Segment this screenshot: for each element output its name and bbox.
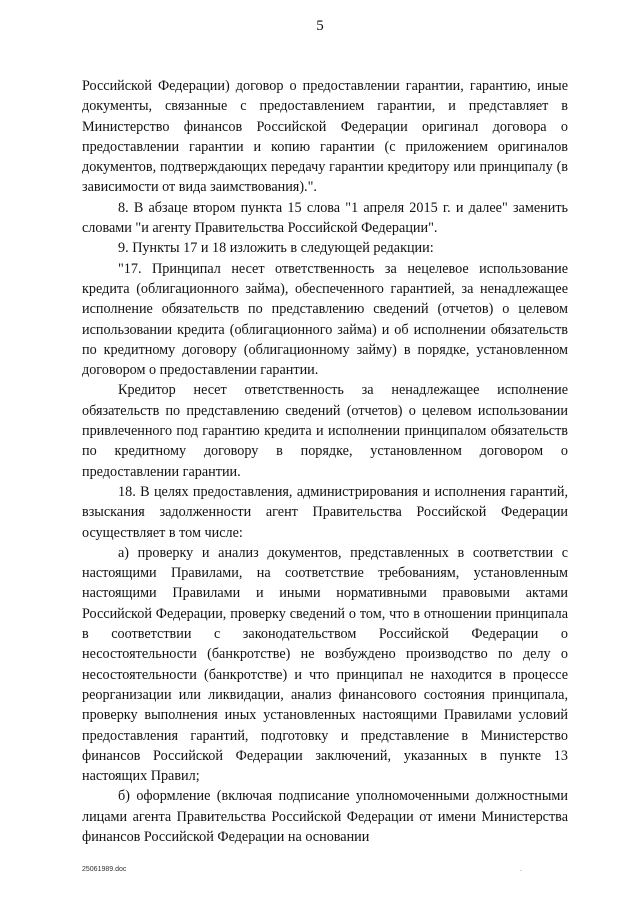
paragraph-subitem-a: а) проверку и анализ документов, представленных в соответствии с настоящими Правилами, на соответствие требованиям, установленным настоящими Правилами и иными нормативными правовыми актами Российской Федерации, проверку сведений о том, что в отношении принципала в соответствии с законодательством Российской Федерации о несостоятельности (банкротстве) не возбуждено производство по делу о несостоятельности (банкротстве) и что принципал не находится в процессе реорганизации или ликвидации, анализ финансового состояния принципала, проверку выполнения иных установленных настоящими Правилами условий предоставления гарантий, подготовку и представление в Министерство финансов Российской Федерации заключений, указанных в пункте 13 настоящих Правил; [82,544,568,785]
paragraph-item-9: 9. Пункты 17 и 18 изложить в следующей редакции: [118,240,434,257]
page-number: 5 [316,18,324,34]
footer-doc-id: 25061989.doc [82,866,127,873]
paragraph-clause-18: 18. В целях предоставления, администрирования и исполнения гарантий, взыскания задолженности агент Правительства Российской Федерации осуществляет в том числе: [82,483,568,541]
document-body [82,76,568,847]
paragraph-clause-17: "17. Принципал несет ответственность за нецелевое использование кредита (облигационного займа), обеспеченного гарантией, за ненадлежащее исполнение обязательств по представлению сведений (отчетов) о целевом использовании кредита (облигационного займа) и об исполнении обязательств по кредитному договору (облигационному займу) в порядке, установленном договором о предоставлении гарантии. [82,260,568,379]
paragraph-continuation: Российской Федерации) договор о предоставлении гарантии, гарантию, иные документы, связанные с предоставлением гарантии, и представляет в Министерство финансов Российской Федерации оригинал договора о предоставлении гарантии и копию гарантии (с приложением оригиналов документов, подтверждающих передачу гарантии кредитору или принципалу (в зависимости от вида заимствования).". [82,78,568,196]
paragraph-subitem-b: б) оформление (включая подписание уполномоченными должностными лицами агента Правительства Российской Федерации от имени Министерства финансов Российской Федерации на основании [82,788,568,845]
footer-mark: . [520,866,522,873]
paragraph-item-8: 8. В абзаце втором пункта 15 слова "1 апреля 2015 г. и далее" заменить словами "и агенту Правительства Российской Федерации". [82,199,568,237]
paragraph-creditor: Кредитор несет ответственность за ненадлежащее исполнение обязательств по представлению сведений (отчетов) о целевом использовании привлеченного под гарантию кредита и исполнении принципалом обязательств по кредитному договору в порядке, установленном договором о предоставлении гарантии. [82,382,568,480]
